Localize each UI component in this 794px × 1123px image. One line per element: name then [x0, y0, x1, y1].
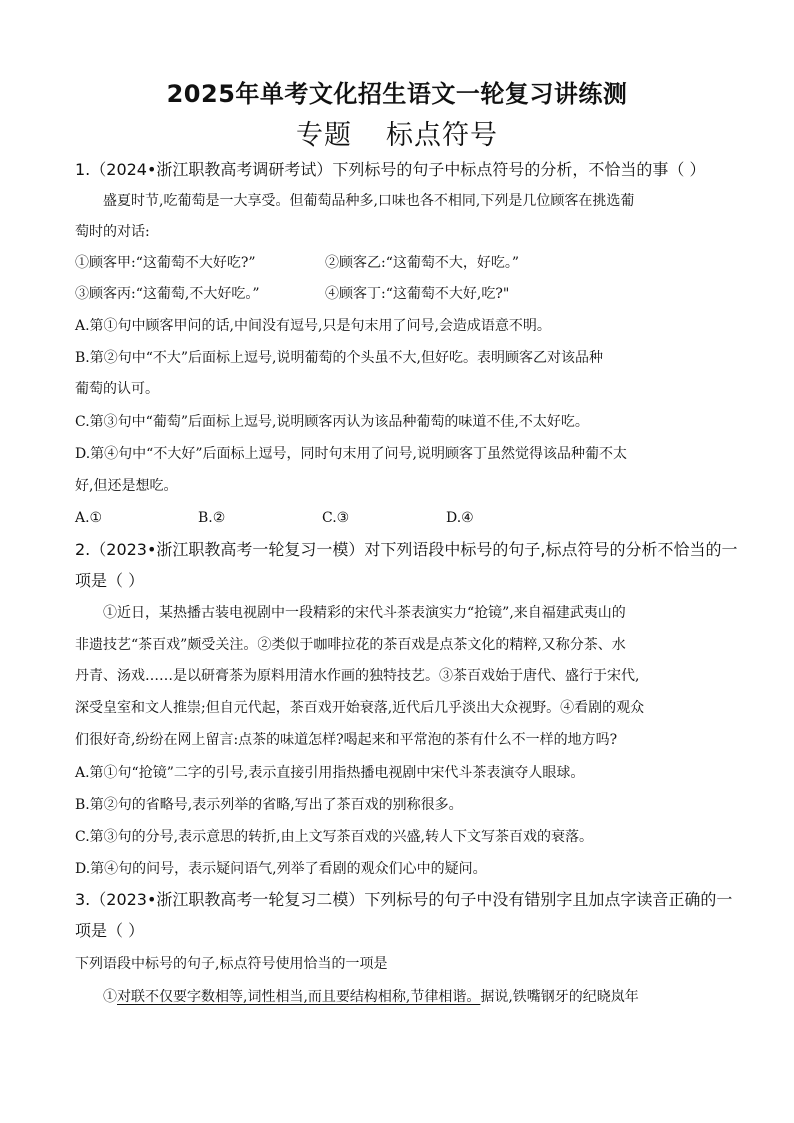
q1-option-d: D.第④句中“不大好”后面标上逗号，同时句末用了问号,说明顾客丁虽然觉得该品种葡不太 — [75, 446, 627, 462]
subtitle-name: 标点符号 — [386, 120, 498, 151]
q2-passage-line: 丹青、汤戏……是以研膏茶为原料用清水作画的独特技艺。③茶百戏始于唐代、盛行于宋代, — [75, 668, 640, 684]
q2-option-a: A.第①句“抢镜”二字的引号,表示直接引用指热播电视剧中宋代斗茶表演夺人眼球。 — [75, 765, 585, 781]
q1-dialogue-2: ②顾客乙:“这葡萄不大，好吃。” — [325, 255, 520, 271]
q2-passage-line: ①近日，某热播古装电视剧中一段精彩的宋代斗茶表演实力“抢镜”,来自福建武夷山的 — [103, 605, 626, 621]
q2-passage-line: 深受皇室和文人推崇;但自元代起，茶百戏开始衰落,近代后几乎淡出大众视野。④看剧的观众 — [75, 700, 645, 716]
question-3-stem-cont: 项是（ ） — [75, 921, 145, 940]
question-1-stem: 1.（2024•浙江职教高考调研考试）下列标号的句子中标点符号的分析，不恰当的事（ ） — [75, 160, 706, 179]
q2-option-d: D.第④句的问号，表示疑问语气,列举了看剧的观众们心中的疑问。 — [75, 861, 487, 877]
q3-underlined-sentence: 对联不仅要字数相等,词性相当,而且要结构相称,节律相谐。 — [117, 989, 481, 1005]
question-2-stem: 2.（2023•浙江职教高考一轮复习一模）对下列语段中标号的句子,标点符号的分析不恰当的一 — [75, 540, 738, 559]
question-2-stem-cont: 项是（ ） — [75, 571, 145, 590]
q1-dialogue-row — [75, 253, 520, 273]
q1-dialogue-3: ③顾客丙:“这葡萄,不大好吃。” — [75, 286, 260, 302]
q3-passage-rest: 据说,铁嘴钢牙的纪晓岚年 — [480, 989, 639, 1005]
q1-option-d-cont: 好,但还是想吃。 — [75, 478, 178, 494]
q3-intro: 下列语段中标号的句子,标点符号使用恰当的一项是 — [75, 956, 388, 972]
q1-dialogue-row — [75, 284, 510, 304]
q2-option-c: C.第③句的分号,表示意思的转折,由上文写茶百戏的兴盛,转人下文写茶百戏的衰落。 — [75, 829, 594, 845]
q1-passage-line: 盛夏时节,吃葡萄是一大享受。但葡萄品种多,口味也各不相同,下列是几位顾客在挑选葡 — [103, 193, 635, 209]
document-subtitle — [0, 113, 794, 152]
question-3-stem: 3.（2023•浙江职教高考一轮复习二模）下列标号的句子中没有错别字且加点字读音正确的一 — [75, 890, 733, 909]
q2-option-b: B.第②句的省略号,表示列举的省略,写出了茶百戏的别称很多。 — [75, 797, 463, 813]
q3-passage-line — [103, 987, 639, 1007]
q3-sentence-number: ① — [103, 989, 117, 1005]
q1-passage-line: 萄时的对话: — [75, 224, 150, 240]
q1-choice-d: D.④ — [446, 510, 474, 526]
q1-dialogue-4: ④顾客丁:“这葡萄不大好,吃?" — [325, 286, 510, 302]
q1-dialogue-1: ①顾客甲:“这葡萄不大好吃?” — [75, 255, 256, 271]
document-title: 2025年单考文化招生语文一轮复习讲练测 — [166, 80, 628, 108]
q2-passage-line: 们很好奇,纷纷在网上留言:点茶的味道怎样?喝起来和平常泡的茶有什么不一样的地方吗? — [75, 732, 618, 748]
q2-passage-line: 非遗技艺“茶百戏”颇受关注。②类似于咖啡拉花的茶百戏是点茶文化的精粹,又称分茶、水 — [75, 637, 626, 653]
subtitle-topic: 专题 — [296, 120, 352, 151]
q1-choice-c: C.③ — [322, 510, 350, 526]
q1-option-b-cont: 葡萄的认可。 — [75, 381, 159, 397]
q1-choice-b: B.② — [198, 510, 226, 526]
q1-option-a: A.第①句中顾客甲问的话,中间没有逗号,只是句末用了问号,会造成语意不明。 — [75, 318, 551, 334]
q1-option-b: B.第②句中“不大”后面标上逗号,说明葡萄的个头虽不大,但好吃。表明顾客乙对该品种 — [75, 350, 603, 366]
q1-choice-a: A.① — [75, 510, 103, 526]
q1-option-c: C.第③句中“葡萄”后面标上逗号,说明顾客丙认为该品种葡萄的味道不佳,不太好吃。 — [75, 414, 589, 430]
